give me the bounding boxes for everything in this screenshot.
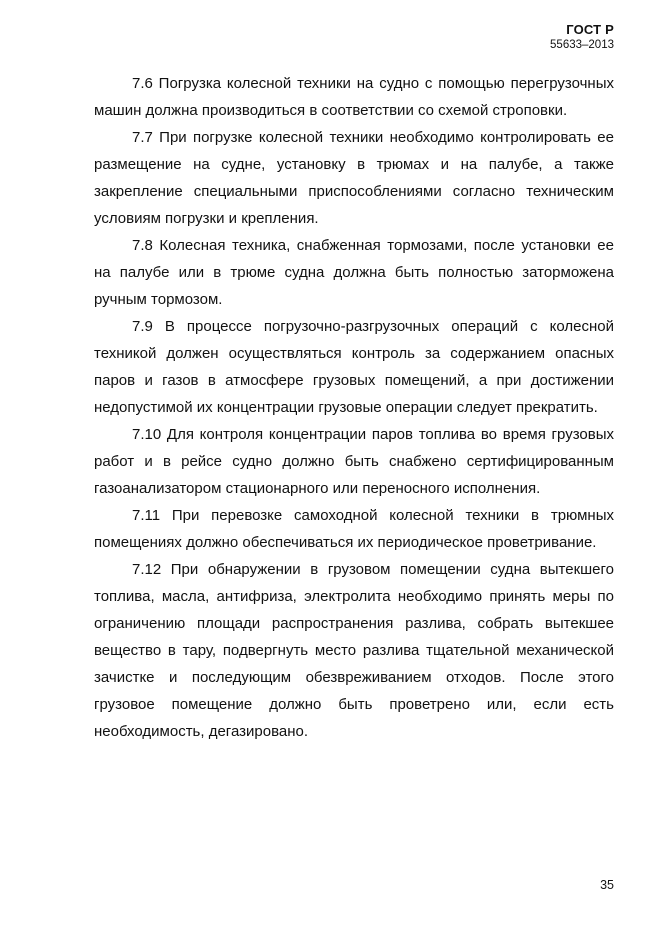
paragraph-7-11: 7.11 При перевозке самоходной колесной техники в трюмных помещениях должно обеспечиваться их периодическое проветривание. bbox=[94, 507, 614, 551]
paragraph-7-8: 7.8 Колесная техника, снабженная тормозами, после установки ее на палубе или в трюме судна должна быть полностью заторможена ручным тормозом. bbox=[94, 237, 614, 308]
standard-label: ГОСТ Р bbox=[566, 22, 614, 37]
paragraph-7-6: 7.6 Погрузка колесной техники на судно с помощью перегрузочных машин должна производиться в соответствии со схемой строповки. bbox=[94, 75, 614, 119]
paragraph-7-7: 7.7 При погрузке колесной техники необходимо контролировать ее размещение на судне, установку в трюмах и на палубе, а также закрепление специальными приспособлениями согласно техническим условиям погрузки и крепления. bbox=[94, 129, 614, 227]
paragraph-7-9: 7.9 В процессе погрузочно-разгрузочных операций с колесной техникой должен осуществляться контроль за содержанием опасных паров и газов в атмосфере грузовых помещений, а при достижении недопустимой их концентрации грузовые операции следует прекратить. bbox=[94, 318, 614, 416]
paragraph-7-12: 7.12 При обнаружении в грузовом помещении судна вытекшего топлива, масла, антифриза, электролита необходимо принять меры по ограничению площади распространения разлива, собрать вытекшее вещество в тару, подвергнуть место разлива тщательной механической зачистке и последующим обезвреживанием отходов. После этого грузовое помещение должно быть проветрено или, если есть необходимость, дегазировано. bbox=[94, 561, 614, 740]
paragraph-7-10: 7.10 Для контроля концентрации паров топлива во время грузовых работ и в рейсе судно должно быть снабжено сертифицированным газоанализатором стационарного или переносного исполнения. bbox=[94, 426, 614, 497]
standard-number: 55633–2013 bbox=[550, 39, 614, 51]
document-body bbox=[94, 70, 614, 745]
document-header bbox=[550, 22, 614, 53]
page-number: 35 bbox=[600, 878, 614, 892]
